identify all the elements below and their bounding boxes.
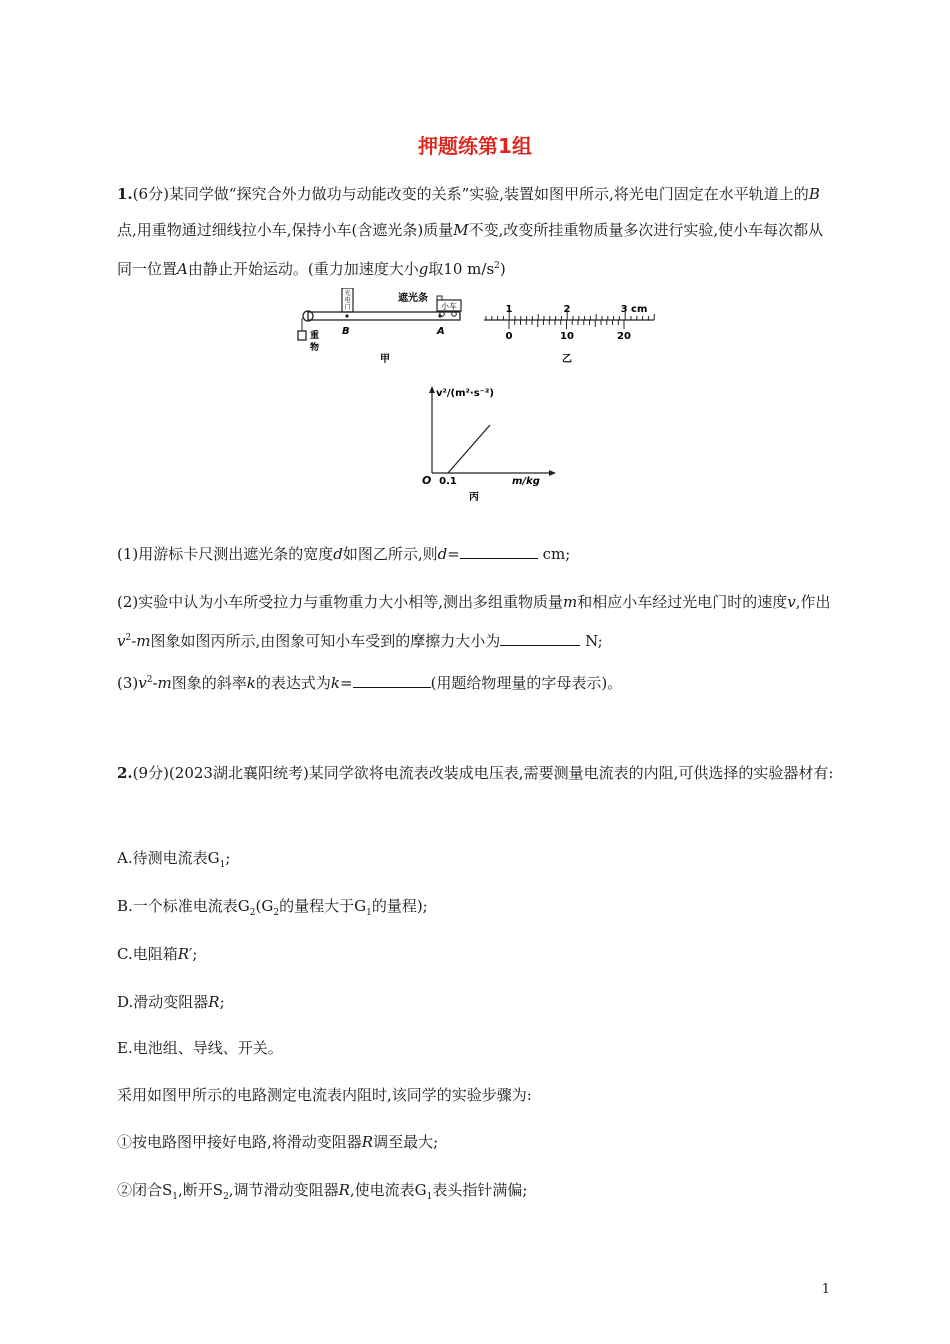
answer-blank-2[interactable] (500, 631, 580, 646)
photogate-char-3: 门 (344, 304, 351, 311)
main-tick-1: 1 (505, 304, 513, 315)
page-title: 押题练第1组 (418, 134, 532, 158)
q2-option-b: B.一个标准电流表$G_2(G_2$的量程大于$G_1$的量程); (117, 897, 428, 918)
q1-stem: 1.(6分)某同学做“探究合外力做功与动能改变的关系”实验,装置如图甲所示,将光电门固定在水平轨道上的B点,用重物通过细线拉小车,保持小车(含遮光条)质量M不变,改变所挂重物质量多次进行实验,使小车每次都从同一位置A由静止开始运动。(重力加速度大小g取10 $m/s^2$) (117, 185, 824, 278)
q2-option-a: A.待测电流表$G_1$; (117, 849, 231, 870)
q1-score: (6分) (132, 185, 169, 203)
figure-apparatus (290, 288, 470, 366)
strip-label: 遮光条 (398, 293, 428, 304)
q2-method: 采用如图甲所示的电路测定电流表内阻时,该同学的实验步骤为: (117, 1086, 532, 1104)
graph-line (448, 425, 490, 473)
figure-vernier (478, 298, 658, 368)
page-number: 1 (821, 1282, 830, 1297)
photogate-char-1: 光 (344, 290, 351, 297)
q2-score: (9分) (132, 764, 169, 782)
caption-bing: 丙 (469, 492, 479, 503)
graph-x-tick: 0.1 (439, 476, 457, 487)
vernier-tick-0: 0 (505, 331, 513, 342)
main-tick-2: 2 (563, 304, 571, 315)
graph-ylabel: v²/(m²·s⁻²) (436, 388, 494, 399)
q2-option-d: D.滑动变阻器R; (117, 993, 225, 1011)
weight-label-1: 重 (310, 331, 320, 341)
cart-label: 小车 (441, 302, 457, 311)
caption-jia: 甲 (380, 354, 390, 365)
q1-sub1: (1)用游标卡尺测出遮光条的宽度d如图乙所示,则d= cm; (117, 545, 571, 563)
main-tick-3: 3 cm (620, 304, 648, 315)
answer-blank-3[interactable] (353, 673, 431, 688)
figure-v2-m-graph (412, 380, 572, 505)
q2-stem: 2.(9分)(2023湖北襄阳统考)某同学欲将电流表改装成电压表,需要测量电流表的内阻,可供选择的实验器材有: (117, 764, 834, 782)
caption-yi: 乙 (562, 354, 572, 365)
q2-step-1: ①按电路图甲接好电路,将滑动变阻器R调至最大; (117, 1133, 439, 1151)
q1-sub2: (2)实验中认为小车所受拉力与重物重力大小相等,测出多组重物质量m和相应小车经过光电门时的速度v,作出$v^2-m$图象如图丙所示,由图象可知小车受到的摩擦力大小为 N; (117, 593, 831, 650)
answer-blank-1[interactable] (460, 544, 538, 559)
graph-origin: O (422, 474, 432, 487)
shading-strip (437, 296, 442, 300)
weight-label-2: 物 (310, 343, 320, 353)
weight (298, 331, 306, 340)
vernier-tick-10: 10 (560, 331, 574, 342)
q2-number: 2. (117, 764, 133, 782)
graph-xlabel: m/kg (512, 476, 540, 487)
q2-option-c: C.电阻箱R′; (117, 945, 198, 963)
label-A: A (437, 326, 445, 337)
q1-sub3: $(3)v^2-m$图象的斜率k的表达式为k= (用题给物理量的字母表示)。 (117, 674, 623, 692)
q2-option-e: E.电池组、导线、开关。 (117, 1039, 283, 1057)
q1-number: 1. (117, 185, 133, 203)
label-B: B (342, 326, 350, 337)
q2-step-2: ②闭合$S_1$,断开$S_2$,调节滑动变阻器R,使电流表$G_1$表头指针满偏; (117, 1181, 528, 1202)
track (308, 312, 460, 320)
photogate-char-2: 电 (344, 297, 351, 304)
vernier-tick-20: 20 (617, 331, 631, 342)
